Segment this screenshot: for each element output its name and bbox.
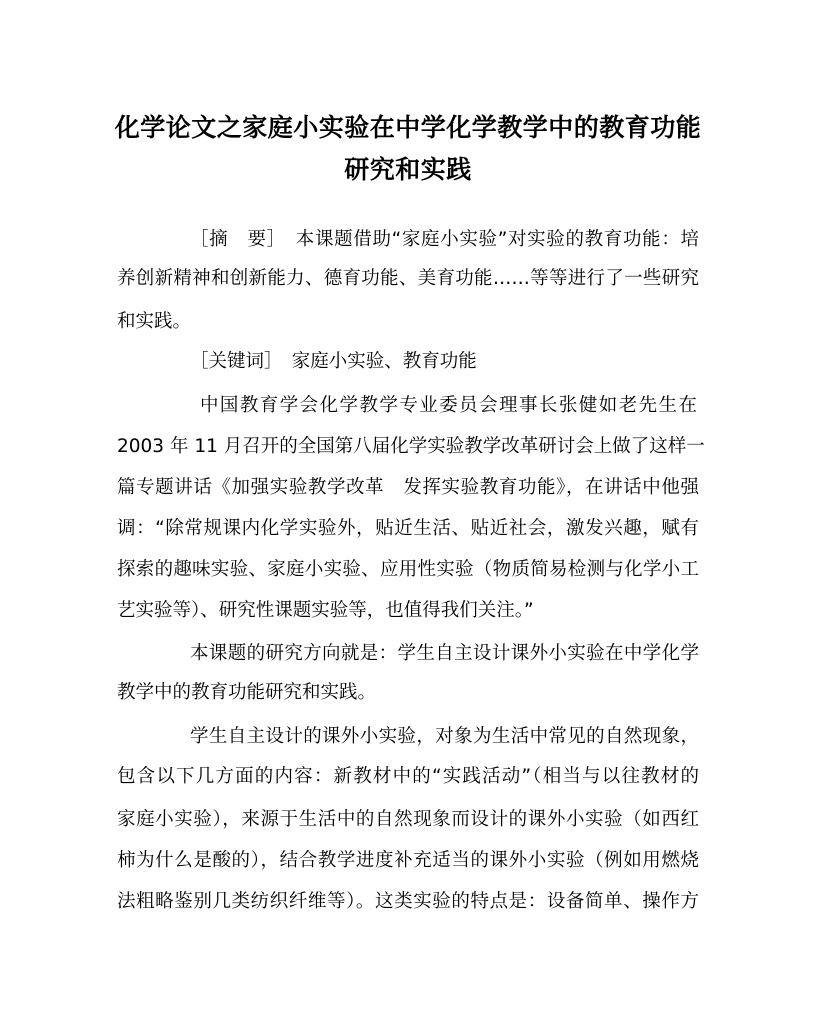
paragraph-1-line-5: 探索的趣味实验、家庭小实验、应用性实验（物质简易检测与化学小工 bbox=[117, 559, 699, 580]
paragraph-3-line-5: 法粗略鉴别几类纺织纤维等）。这类实验的特点是：设备简单、操作方 bbox=[117, 891, 699, 912]
paragraph-2-line-1: 本课题的研究方向就是：学生自主设计课外小实验在中学化学 bbox=[190, 643, 699, 664]
paragraph-1-line-6: 艺实验等）、研究性课题实验等，也值得我们关注。” bbox=[117, 600, 534, 621]
paragraph-1-line-1: 中国教育学会化学教学专业委员会理事长张健如老先生在 bbox=[200, 395, 697, 416]
abstract-line-3: 和实践。 bbox=[117, 311, 192, 332]
document-title-line-2: 研究和实践 bbox=[344, 155, 472, 184]
abstract-line-1: ［摘 要］ 本课题借助“家庭小实验”对实验的教育功能：培 bbox=[190, 229, 699, 250]
abstract-line-2: 养创新精神和创新能力、德育功能、美育功能……等等进行了一些研究 bbox=[117, 268, 699, 289]
paragraph-1-line-3: 篇专题讲话《加强实验教学改革 发挥实验教育功能》，在讲话中他强 bbox=[117, 477, 699, 498]
paragraph-1-line-4: 调：“除常规课内化学实验外，贴近生活、贴近社会，激发兴趣，赋有 bbox=[117, 518, 699, 539]
document-title-line-1: 化学论文之家庭小实验在中学化学教学中的教育功能 bbox=[114, 113, 702, 142]
paragraph-3-line-4: 柿为什么是酸的），结合教学进度补充适当的课外小实验（例如用燃烧 bbox=[117, 850, 699, 871]
paragraph-3-line-1: 学生自主设计的课外小实验，对象为生活中常见的自然现象， bbox=[190, 726, 699, 747]
paragraph-3-line-2: 包含以下几方面的内容：新教材中的“实践活动”（相当与以往教材的 bbox=[117, 766, 699, 787]
paragraph-1-line-2: 2003 年 11 月召开的全国第八届化学实验教学改革研讨会上做了这样一 bbox=[117, 436, 705, 457]
paragraph-3-line-3: 家庭小实验），来源于生活中的自然现象而设计的课外小实验（如西红 bbox=[117, 809, 699, 830]
paragraph-2-line-2: 教学中的教育功能研究和实践。 bbox=[117, 682, 377, 703]
keywords-line: ［关键词］ 家庭小实验、教育功能 bbox=[190, 351, 477, 372]
